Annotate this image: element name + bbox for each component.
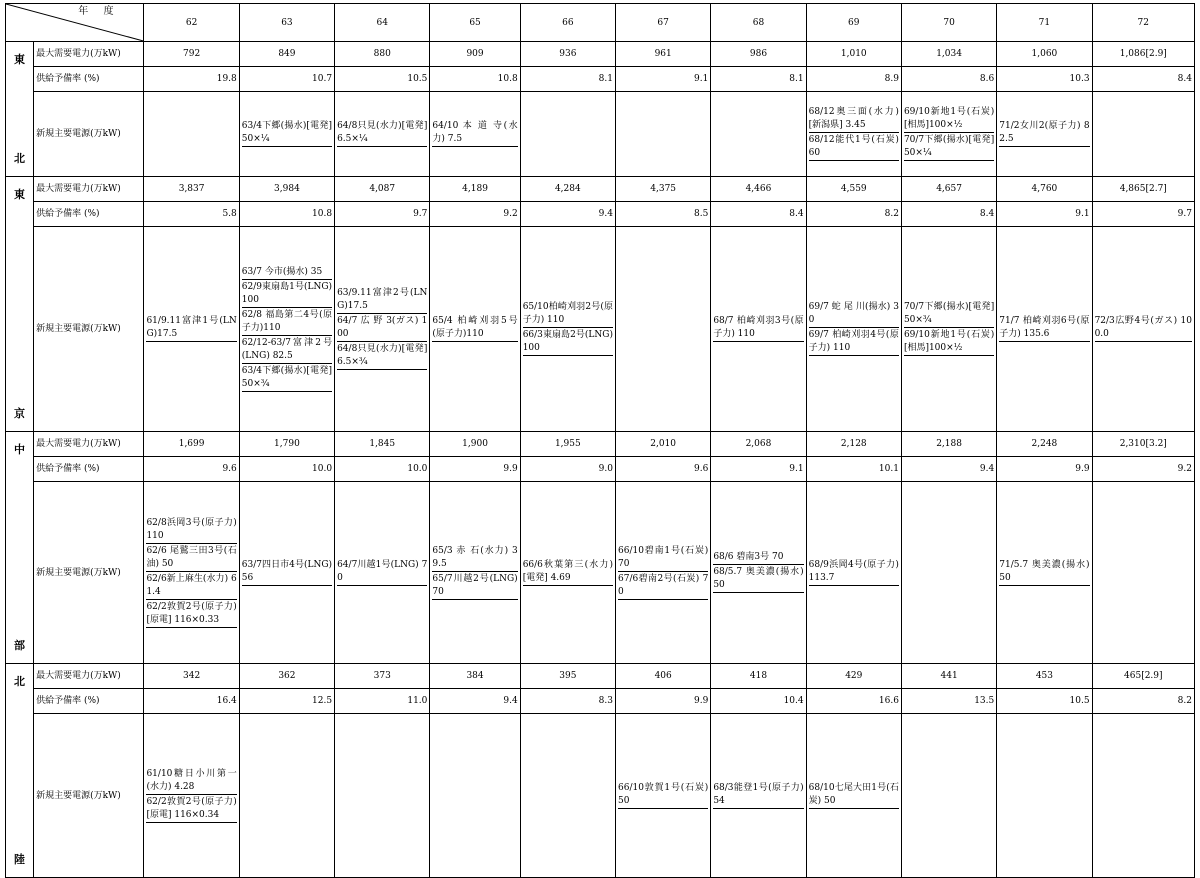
supply-demand-table <box>5 3 1195 878</box>
max-demand-value: 1,790 <box>239 432 334 457</box>
region-name <box>8 676 31 866</box>
max-demand-value: 986 <box>711 42 806 67</box>
max-demand-value: 1,086[2.9] <box>1092 42 1194 67</box>
power-source-entry: 68/6 碧南3号 70 <box>713 551 803 565</box>
new-sources-row <box>6 714 1195 878</box>
power-source-entry: 65/3 赤 石(水力) 39.5 <box>432 545 517 572</box>
region-name-bottom: 部 <box>14 638 26 652</box>
reserve-margin-value: 8.1 <box>711 67 806 92</box>
max-demand-value: 406 <box>616 664 711 689</box>
reserve-margin-value: 16.6 <box>806 689 901 714</box>
reserve-margin-value: 9.4 <box>430 689 520 714</box>
new-sources-cell <box>997 714 1092 878</box>
max-demand-row <box>6 432 1195 457</box>
max-demand-row <box>6 42 1195 67</box>
year-header-cell: 63 <box>239 4 334 42</box>
max-demand-value: 1,900 <box>430 432 520 457</box>
reserve-margin-label: 供給予備率 (%) <box>34 457 144 482</box>
power-source-entry: 69/7 蛇 尾 川(揚水) 30 <box>809 301 899 328</box>
max-demand-value: 1,845 <box>335 432 430 457</box>
max-demand-value: 418 <box>711 664 806 689</box>
max-demand-value: 880 <box>335 42 430 67</box>
year-header-cell: 65 <box>430 4 520 42</box>
reserve-margin-value: 9.4 <box>901 457 996 482</box>
max-demand-value: 395 <box>520 664 615 689</box>
new-sources-cell <box>806 92 901 177</box>
reserve-margin-value: 9.9 <box>997 457 1092 482</box>
power-source-entry: 67/6碧南2号(石炭) 70 <box>618 573 708 600</box>
max-demand-value: 4,189 <box>430 177 520 202</box>
new-sources-cell <box>997 482 1092 664</box>
new-sources-cell <box>430 714 520 878</box>
new-sources-cell <box>1092 714 1194 878</box>
new-sources-cell <box>335 482 430 664</box>
year-header-label: 年 度 <box>78 6 120 17</box>
max-demand-value: 362 <box>239 664 334 689</box>
year-header-cell: 68 <box>711 4 806 42</box>
max-demand-value: 4,657 <box>901 177 996 202</box>
new-sources-cell <box>144 92 239 177</box>
reserve-margin-value: 9.6 <box>144 457 239 482</box>
power-source-entry: 68/7 柏崎刈羽3号(原子力) 110 <box>713 315 803 342</box>
reserve-margin-label: 供給予備率 (%) <box>34 689 144 714</box>
new-sources-cell <box>997 227 1092 432</box>
new-sources-cell <box>806 482 901 664</box>
power-source-entry: 63/7四日市4号(LNG) 56 <box>242 559 332 586</box>
new-sources-cell <box>520 227 615 432</box>
power-source-entry: 62/12-63/7富津2号(LNG) 82.5 <box>242 337 332 364</box>
reserve-margin-value: 10.3 <box>997 67 1092 92</box>
max-demand-value: 453 <box>997 664 1092 689</box>
new-sources-cell <box>901 482 996 664</box>
reserve-margin-label: 供給予備率 (%) <box>34 202 144 227</box>
power-source-entry: 66/6秋葉第三(水力)[電発] 4.69 <box>523 559 613 586</box>
power-source-entry: 62/2敦賀2号(原子力)[原電] 116×0.34 <box>146 796 236 823</box>
new-sources-label: 新規主要電源(万kW) <box>34 714 144 878</box>
max-demand-value: 961 <box>616 42 711 67</box>
new-sources-cell <box>239 714 334 878</box>
reserve-margin-value: 10.5 <box>997 689 1092 714</box>
new-sources-cell <box>144 714 239 878</box>
power-source-entry: 64/7川越1号(LNG) 70 <box>337 559 427 586</box>
new-sources-cell <box>239 482 334 664</box>
new-sources-cell <box>901 227 996 432</box>
power-source-entry: 62/6 尾鷲三田3号(石油) 50 <box>146 545 236 572</box>
max-demand-value: 441 <box>901 664 996 689</box>
region-name-top: 北 <box>14 674 26 688</box>
header-corner <box>6 4 144 42</box>
reserve-margin-value: 10.0 <box>239 457 334 482</box>
new-sources-label: 新規主要電源(万kW) <box>34 227 144 432</box>
region-name <box>8 54 31 165</box>
reserve-margin-value: 8.3 <box>520 689 615 714</box>
max-demand-value: 1,010 <box>806 42 901 67</box>
power-source-entry: 68/12奥三面(水力)[新潟県] 3.45 <box>809 106 899 133</box>
max-demand-value: 4,375 <box>616 177 711 202</box>
reserve-margin-value: 9.1 <box>711 457 806 482</box>
year-header-cell: 72 <box>1092 4 1194 42</box>
region-name <box>8 444 31 652</box>
reserve-margin-value: 10.8 <box>239 202 334 227</box>
power-source-entry: 64/8只見(水力)[電発] 6.5×¾ <box>337 343 427 370</box>
reserve-margin-row <box>6 457 1195 482</box>
reserve-margin-value: 9.7 <box>335 202 430 227</box>
max-demand-row <box>6 177 1195 202</box>
power-source-entry: 66/10敦賀1号(石炭) 50 <box>618 782 708 809</box>
reserve-margin-value: 9.9 <box>616 689 711 714</box>
year-header-cell: 69 <box>806 4 901 42</box>
power-source-entry: 69/7 柏崎刈羽4号(原子力) 110 <box>809 329 899 356</box>
max-demand-value: 342 <box>144 664 239 689</box>
reserve-margin-value: 8.4 <box>901 202 996 227</box>
reserve-margin-value: 10.1 <box>806 457 901 482</box>
reserve-margin-value: 10.7 <box>239 67 334 92</box>
new-sources-cell <box>239 92 334 177</box>
max-demand-value: 3,984 <box>239 177 334 202</box>
power-source-entry: 61/9.11富津1号(LNG)17.5 <box>146 315 236 342</box>
max-demand-value: 4,760 <box>997 177 1092 202</box>
max-demand-value: 4,284 <box>520 177 615 202</box>
power-source-entry: 71/2女川2(原子力) 82.5 <box>999 120 1089 147</box>
power-source-entry: 62/6新上麻生(水力) 61.4 <box>146 573 236 600</box>
reserve-margin-value: 8.4 <box>711 202 806 227</box>
reserve-margin-value: 9.4 <box>520 202 615 227</box>
max-demand-value: 4,865[2.7] <box>1092 177 1194 202</box>
max-demand-value: 792 <box>144 42 239 67</box>
region-name-top: 中 <box>14 442 26 456</box>
max-demand-value: 1,034 <box>901 42 996 67</box>
max-demand-value: 2,068 <box>711 432 806 457</box>
region-name <box>8 189 31 420</box>
reserve-margin-value: 9.1 <box>616 67 711 92</box>
power-source-entry: 63/9.11富津2号(LNG)17.5 <box>337 287 427 314</box>
power-source-entry: 68/3能登1号(原子力) 54 <box>713 782 803 809</box>
region-name-cell <box>6 432 34 664</box>
reserve-margin-value: 9.9 <box>430 457 520 482</box>
new-sources-cell <box>430 92 520 177</box>
power-source-entry: 71/7 柏崎刈羽6号(原子力) 135.6 <box>999 315 1089 342</box>
year-header-cell: 70 <box>901 4 996 42</box>
reserve-margin-value: 9.7 <box>1092 202 1194 227</box>
new-sources-label: 新規主要電源(万kW) <box>34 92 144 177</box>
power-source-entry: 65/10柏崎刈羽2号(原子力) 110 <box>523 301 613 328</box>
power-source-entry: 63/7 今市(揚水) 35 <box>242 266 332 280</box>
max-demand-value: 384 <box>430 664 520 689</box>
reserve-margin-value: 8.4 <box>1092 67 1194 92</box>
new-sources-cell <box>806 227 901 432</box>
year-header-cell: 67 <box>616 4 711 42</box>
power-source-entry: 61/10糖日小川第一(水力) 4.28 <box>146 768 236 795</box>
new-sources-cell <box>711 92 806 177</box>
power-source-entry: 62/8 福島第二4号(原子力)110 <box>242 309 332 336</box>
power-source-entry: 62/2敦賀2号(原子力)[原電] 116×0.33 <box>146 601 236 628</box>
reserve-margin-value: 8.5 <box>616 202 711 227</box>
new-sources-cell <box>616 92 711 177</box>
new-sources-cell <box>616 227 711 432</box>
reserve-margin-value: 9.1 <box>997 202 1092 227</box>
max-demand-value: 465[2.9] <box>1092 664 1194 689</box>
new-sources-cell <box>1092 92 1194 177</box>
reserve-margin-label: 供給予備率 (%) <box>34 67 144 92</box>
reserve-margin-value: 9.2 <box>1092 457 1194 482</box>
max-demand-value: 849 <box>239 42 334 67</box>
max-demand-label: 最大需要電力(万kW) <box>34 42 144 67</box>
reserve-margin-row <box>6 202 1195 227</box>
reserve-margin-value: 9.2 <box>430 202 520 227</box>
year-header-cell: 71 <box>997 4 1092 42</box>
region-name-cell <box>6 42 34 177</box>
new-sources-cell <box>1092 482 1194 664</box>
reserve-margin-value: 8.2 <box>806 202 901 227</box>
max-demand-value: 2,188 <box>901 432 996 457</box>
new-sources-row <box>6 482 1195 664</box>
region-name-bottom: 京 <box>14 406 26 420</box>
max-demand-value: 2,128 <box>806 432 901 457</box>
max-demand-value: 936 <box>520 42 615 67</box>
reserve-margin-value: 9.0 <box>520 457 615 482</box>
new-sources-cell <box>520 714 615 878</box>
new-sources-cell <box>901 92 996 177</box>
region-name-top: 東 <box>14 52 26 66</box>
new-sources-row <box>6 92 1195 177</box>
max-demand-label: 最大需要電力(万kW) <box>34 664 144 689</box>
power-source-entry: 63/4下郷(揚水)[電発] 50×¼ <box>242 120 332 147</box>
reserve-margin-value: 10.8 <box>430 67 520 92</box>
header-row <box>6 4 1195 42</box>
reserve-margin-value: 10.5 <box>335 67 430 92</box>
power-source-entry: 64/7 広 野 3(ガス) 100 <box>337 315 427 342</box>
max-demand-label: 最大需要電力(万kW) <box>34 177 144 202</box>
new-sources-cell <box>806 714 901 878</box>
power-source-entry: 68/10七尾大田1号(石炭) 50 <box>809 782 899 809</box>
region-name-cell <box>6 177 34 432</box>
new-sources-cell <box>144 227 239 432</box>
max-demand-value: 1,060 <box>997 42 1092 67</box>
reserve-margin-value: 13.5 <box>901 689 996 714</box>
new-sources-cell <box>335 227 430 432</box>
new-sources-cell <box>430 227 520 432</box>
max-demand-row <box>6 664 1195 689</box>
region-name-bottom: 陸 <box>14 852 26 866</box>
new-sources-cell <box>616 714 711 878</box>
region-name-top: 東 <box>14 187 26 201</box>
power-source-entry: 70/7下郷(揚水)[電発] 50×¾ <box>904 301 994 328</box>
max-demand-value: 4,466 <box>711 177 806 202</box>
max-demand-value: 373 <box>335 664 430 689</box>
reserve-margin-row <box>6 689 1195 714</box>
new-sources-cell <box>1092 227 1194 432</box>
max-demand-value: 2,310[3.2] <box>1092 432 1194 457</box>
max-demand-value: 3,837 <box>144 177 239 202</box>
max-demand-label: 最大需要電力(万kW) <box>34 432 144 457</box>
new-sources-cell <box>430 482 520 664</box>
new-sources-cell <box>616 482 711 664</box>
new-sources-cell <box>901 714 996 878</box>
new-sources-cell <box>144 482 239 664</box>
new-sources-cell <box>997 92 1092 177</box>
year-header-cell: 62 <box>144 4 239 42</box>
power-source-entry: 69/10新地1号(石炭)[相馬]100×½ <box>904 106 994 133</box>
new-sources-cell <box>520 92 615 177</box>
power-source-entry: 68/5.7 奥美濃(揚水) 50 <box>713 566 803 593</box>
new-sources-cell <box>520 482 615 664</box>
reserve-margin-value: 5.8 <box>144 202 239 227</box>
year-header-cell: 66 <box>520 4 615 42</box>
max-demand-value: 1,699 <box>144 432 239 457</box>
new-sources-row <box>6 227 1195 432</box>
max-demand-value: 4,559 <box>806 177 901 202</box>
power-source-entry: 65/7川越2号(LNG) 70 <box>432 573 517 600</box>
reserve-margin-row <box>6 67 1195 92</box>
power-source-entry: 65/4 柏崎刈羽5号(原子力)110 <box>432 315 517 342</box>
power-source-entry: 69/10新地1号(石炭)[相馬]100×½ <box>904 329 994 356</box>
reserve-margin-value: 8.6 <box>901 67 996 92</box>
new-sources-cell <box>711 714 806 878</box>
max-demand-value: 429 <box>806 664 901 689</box>
power-source-entry: 62/9東扇島1号(LNG) 100 <box>242 281 332 308</box>
power-source-entry: 70/7下郷(揚水)[電発] 50×¼ <box>904 134 994 161</box>
new-sources-cell <box>239 227 334 432</box>
new-sources-cell <box>335 92 430 177</box>
max-demand-value: 2,010 <box>616 432 711 457</box>
reserve-margin-value: 8.9 <box>806 67 901 92</box>
reserve-margin-value: 10.0 <box>335 457 430 482</box>
power-source-entry: 68/9浜岡4号(原子力) 113.7 <box>809 559 899 586</box>
power-source-entry: 66/10碧南1号(石炭) 70 <box>618 545 708 572</box>
reserve-margin-value: 11.0 <box>335 689 430 714</box>
reserve-margin-value: 8.2 <box>1092 689 1194 714</box>
power-source-entry: 64/10 本 道 寺(水力) 7.5 <box>432 120 517 147</box>
max-demand-value: 4,087 <box>335 177 430 202</box>
new-sources-cell <box>711 227 806 432</box>
reserve-margin-value: 12.5 <box>239 689 334 714</box>
max-demand-value: 909 <box>430 42 520 67</box>
power-source-entry: 64/8只見(水力)[電発] 6.5×¼ <box>337 120 427 147</box>
reserve-margin-value: 10.4 <box>711 689 806 714</box>
reserve-margin-value: 8.1 <box>520 67 615 92</box>
power-source-entry: 63/4下郷(揚水)[電発] 50×¾ <box>242 365 332 392</box>
power-source-entry: 62/8浜岡3号(原子力) 110 <box>146 517 236 544</box>
new-sources-cell <box>711 482 806 664</box>
new-sources-cell <box>335 714 430 878</box>
power-source-entry: 66/3東扇島2号(LNG) 100 <box>523 329 613 356</box>
power-source-entry: 71/5.7 奥美濃(揚水) 50 <box>999 559 1089 586</box>
year-header-cell: 64 <box>335 4 430 42</box>
reserve-margin-value: 16.4 <box>144 689 239 714</box>
region-name-bottom: 北 <box>14 151 26 165</box>
max-demand-value: 1,955 <box>520 432 615 457</box>
max-demand-value: 2,248 <box>997 432 1092 457</box>
reserve-margin-value: 9.6 <box>616 457 711 482</box>
new-sources-label: 新規主要電源(万kW) <box>34 482 144 664</box>
region-name-cell <box>6 664 34 878</box>
power-source-entry: 72/3広野4号(ガス) 100.0 <box>1095 315 1192 342</box>
reserve-margin-value: 19.8 <box>144 67 239 92</box>
power-source-entry: 68/12能代1号(石炭) 60 <box>809 134 899 161</box>
